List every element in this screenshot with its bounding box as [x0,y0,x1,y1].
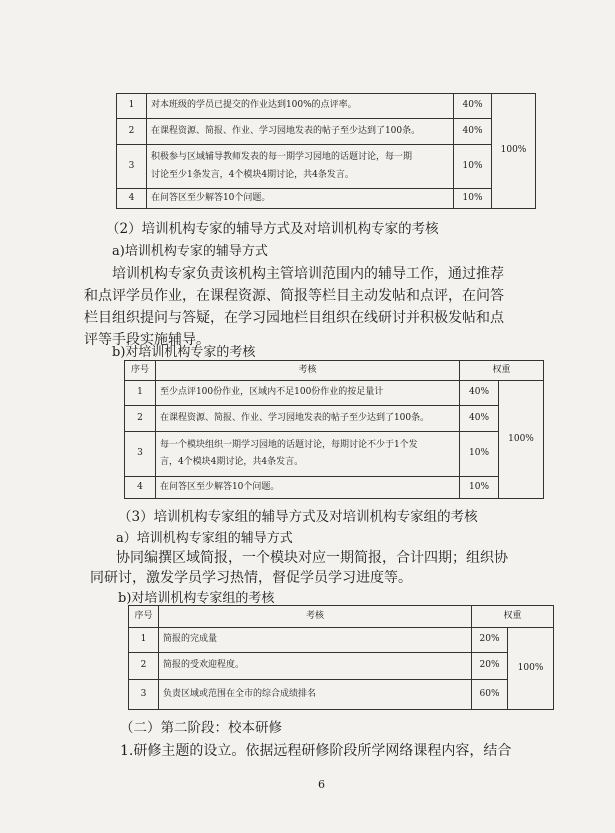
table-row [125,381,544,406]
row-number: 3 [125,432,156,477]
row-number: 4 [125,477,156,499]
section-heading: （2）培训机构专家的辅导方式及对培训机构专家的考核 [106,221,439,237]
table-row [129,653,554,680]
row-content: 负责区域或范围在全市的综合成绩排名 [158,680,471,710]
row-number: 2 [129,653,159,680]
row-content: 在课程资源、简报、作业、学习园地发表的帖子至少达到了100条。 [146,119,453,145]
row-content: 在问答区至少解答10个问题。 [146,189,453,209]
row-content [146,145,453,189]
header-content: 考核 [155,361,459,381]
header-no: 序号 [125,361,156,381]
table-row [117,189,536,209]
row-number: 4 [117,189,147,209]
row-number: 2 [117,119,147,145]
subsection-heading: b)对培训机构专家的考核 [112,345,256,360]
paragraph-line: 和点评学员作业，在课程资源、简报等栏目主动发帖和点评，在问答 [84,288,504,304]
row-content: 在课程资源、简报、作业、学习园地发表的帖子至少达到了100条。 [155,406,459,432]
total-weight: 100% [499,381,544,499]
header-weight: 权重 [472,606,554,628]
row-weight: 10% [454,189,492,209]
total-weight: 100% [492,94,536,209]
header-content: 考核 [158,606,471,628]
subsection-heading: a）培训机构专家组的辅导方式 [116,531,293,546]
header-weight: 权重 [460,361,544,381]
section-heading: （3）培训机构专家组的辅导方式及对培训机构专家组的考核 [118,509,478,525]
section-heading: （二）第二阶段：校本研修 [120,720,282,736]
paragraph-line: 评等手段实施辅导。 [84,332,210,348]
table-row [117,145,536,189]
table-row [117,94,536,119]
row-content-line: 积极参与区域辅导教师发表的每一期学习园地的话题讨论，每一期 [150,152,412,163]
row-number: 3 [129,680,159,710]
row-content [155,432,459,477]
row-weight: 40% [454,94,492,119]
paragraph-line: 协同编撰区域简报，一个模块对应一期简报，合计四期；组织协 [116,550,508,566]
page-number: 6 [318,778,325,791]
row-number: 1 [125,381,156,406]
subsection-heading: b)对培训机构专家组的考核 [118,591,275,606]
row-weight: 10% [460,477,499,499]
table-row [125,432,544,477]
table-header-row [125,361,544,381]
table-row [129,680,554,710]
row-content: 对本班级的学员已提交的作业达到100%的点评率。 [146,94,453,119]
row-weight: 40% [454,119,492,145]
header-no: 序号 [129,606,159,628]
row-content: 简报的完成量 [158,628,471,653]
paragraph-line: 1.研修主题的设立。依据远程研修阶段所学网络课程内容，结合 [120,743,512,759]
row-content: 在问答区至少解答10个问题。 [155,477,459,499]
row-weight: 40% [460,406,499,432]
assessment-table-tutors [116,93,536,209]
table-row [129,628,554,653]
row-weight: 20% [472,628,508,653]
assessment-table-institution-experts [124,360,544,499]
table-row [125,406,544,432]
row-weight: 40% [460,381,499,406]
row-number: 2 [125,406,156,432]
assessment-table-expert-group [128,605,554,710]
table-row [125,477,544,499]
row-number: 3 [117,145,147,189]
total-weight: 100% [508,628,554,710]
row-weight: 60% [472,680,508,710]
row-content: 简报的受欢迎程度。 [158,653,471,680]
row-number: 1 [117,94,147,119]
paragraph-line: 培训机构专家负责该机构主管培训范围内的辅导工作，通过推荐 [112,266,504,282]
row-content-line: 每一个模块组织一期学习园地的话题讨论，每期讨论不少于1个发 [159,439,418,450]
table-row [117,119,536,145]
paragraph-line: 栏目组织提问与答疑，在学习园地栏目组织在线研讨并积极发帖和点 [84,310,504,326]
paragraph-line: 同研讨，激发学员学习热情，督促学员学习进度等。 [90,570,412,586]
table-header-row [129,606,554,628]
row-content: 至少点评100份作业，区域内不足100份作业的按足量计 [155,381,459,406]
row-weight: 10% [454,145,492,189]
row-weight: 10% [460,432,499,477]
row-weight: 20% [472,653,508,680]
row-content-line: 讨论至少1条发言，4个模块4期讨论，共4条发言。 [150,169,354,180]
row-number: 1 [129,628,159,653]
row-content-line: 言，4个模块4期讨论，共4条发言。 [159,457,304,467]
subsection-heading: a)培训机构专家的辅导方式 [112,244,268,259]
